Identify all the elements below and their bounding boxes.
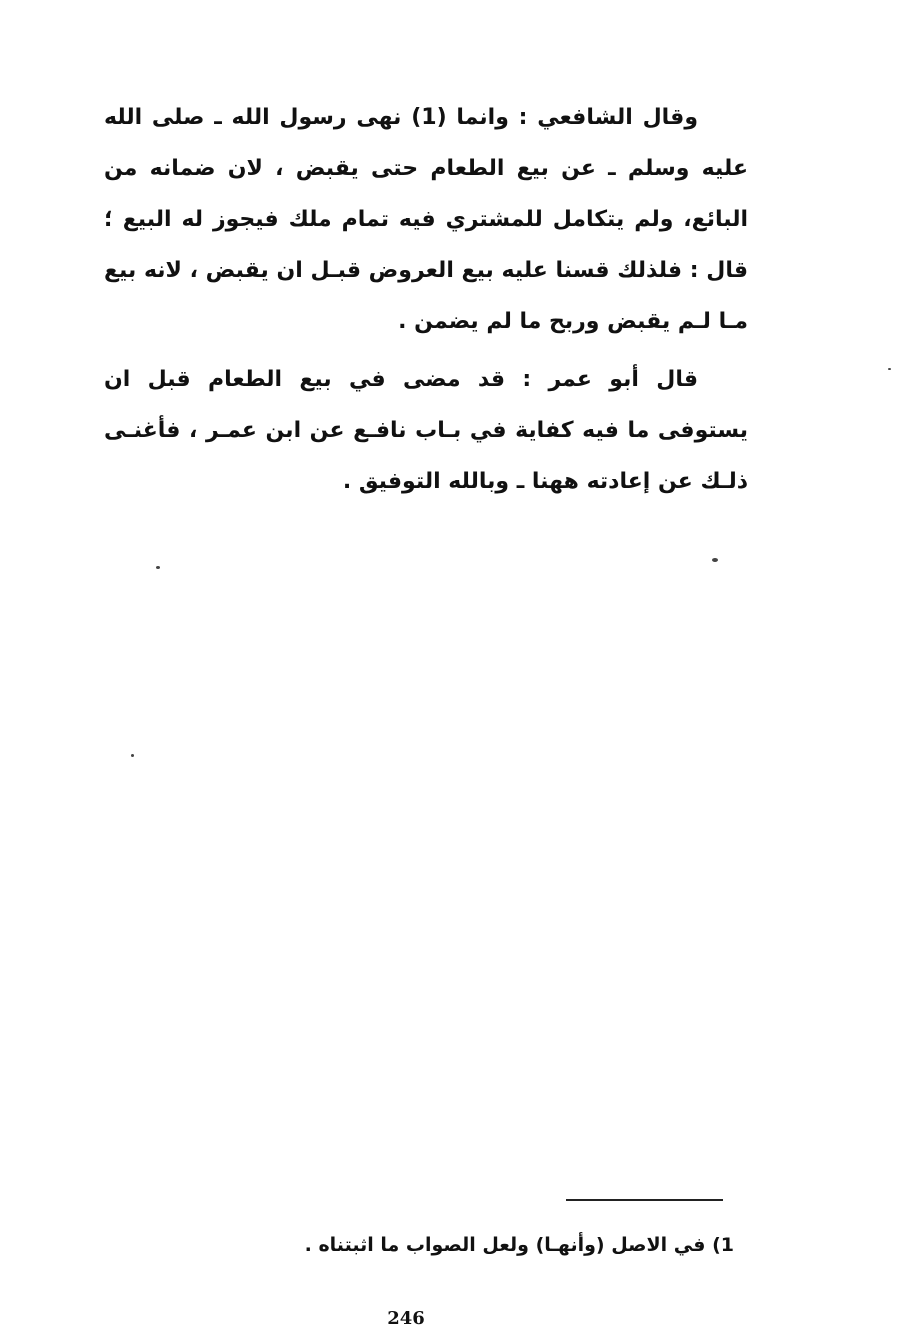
paragraph-abu-umar-quote: قال أبو عمر : قد مضى في بيع الطعام قبل ان يستوفى ما فيه كفاية في بـاب نافـع عن ابن عمـر ، فأغنـى ذلـك عن إعادته ههنا ـ وبالله التوفيق .	[104, 367, 748, 494]
page-number: 246	[387, 1308, 425, 1329]
footnote-divider	[566, 1199, 723, 1201]
scan-speck	[156, 566, 160, 569]
paragraph-shafii-quote: وقال الشافعي : وانما (1) نهى رسول الله ـ صلى الله عليه وسلم ـ عن بيع الطعام حتى يقبض ، لان ضمانه من البائع، ولم يتكامل للمشتري فيه تمام ملك فيجوز له البيع ؛ قال : فلذلك قسنا عليه بيع العروض قبـل ان يقبض ، لانه بيع مـا لـم يقبض وربح ما لم يضمن .	[104, 105, 748, 334]
scan-speck	[712, 558, 718, 562]
scan-speck	[131, 754, 134, 757]
scan-speck	[888, 368, 891, 370]
footnote: 1) في الاصل (وأنهـا) ولعل الصواب ما اثبتناه .	[304, 1234, 734, 1256]
